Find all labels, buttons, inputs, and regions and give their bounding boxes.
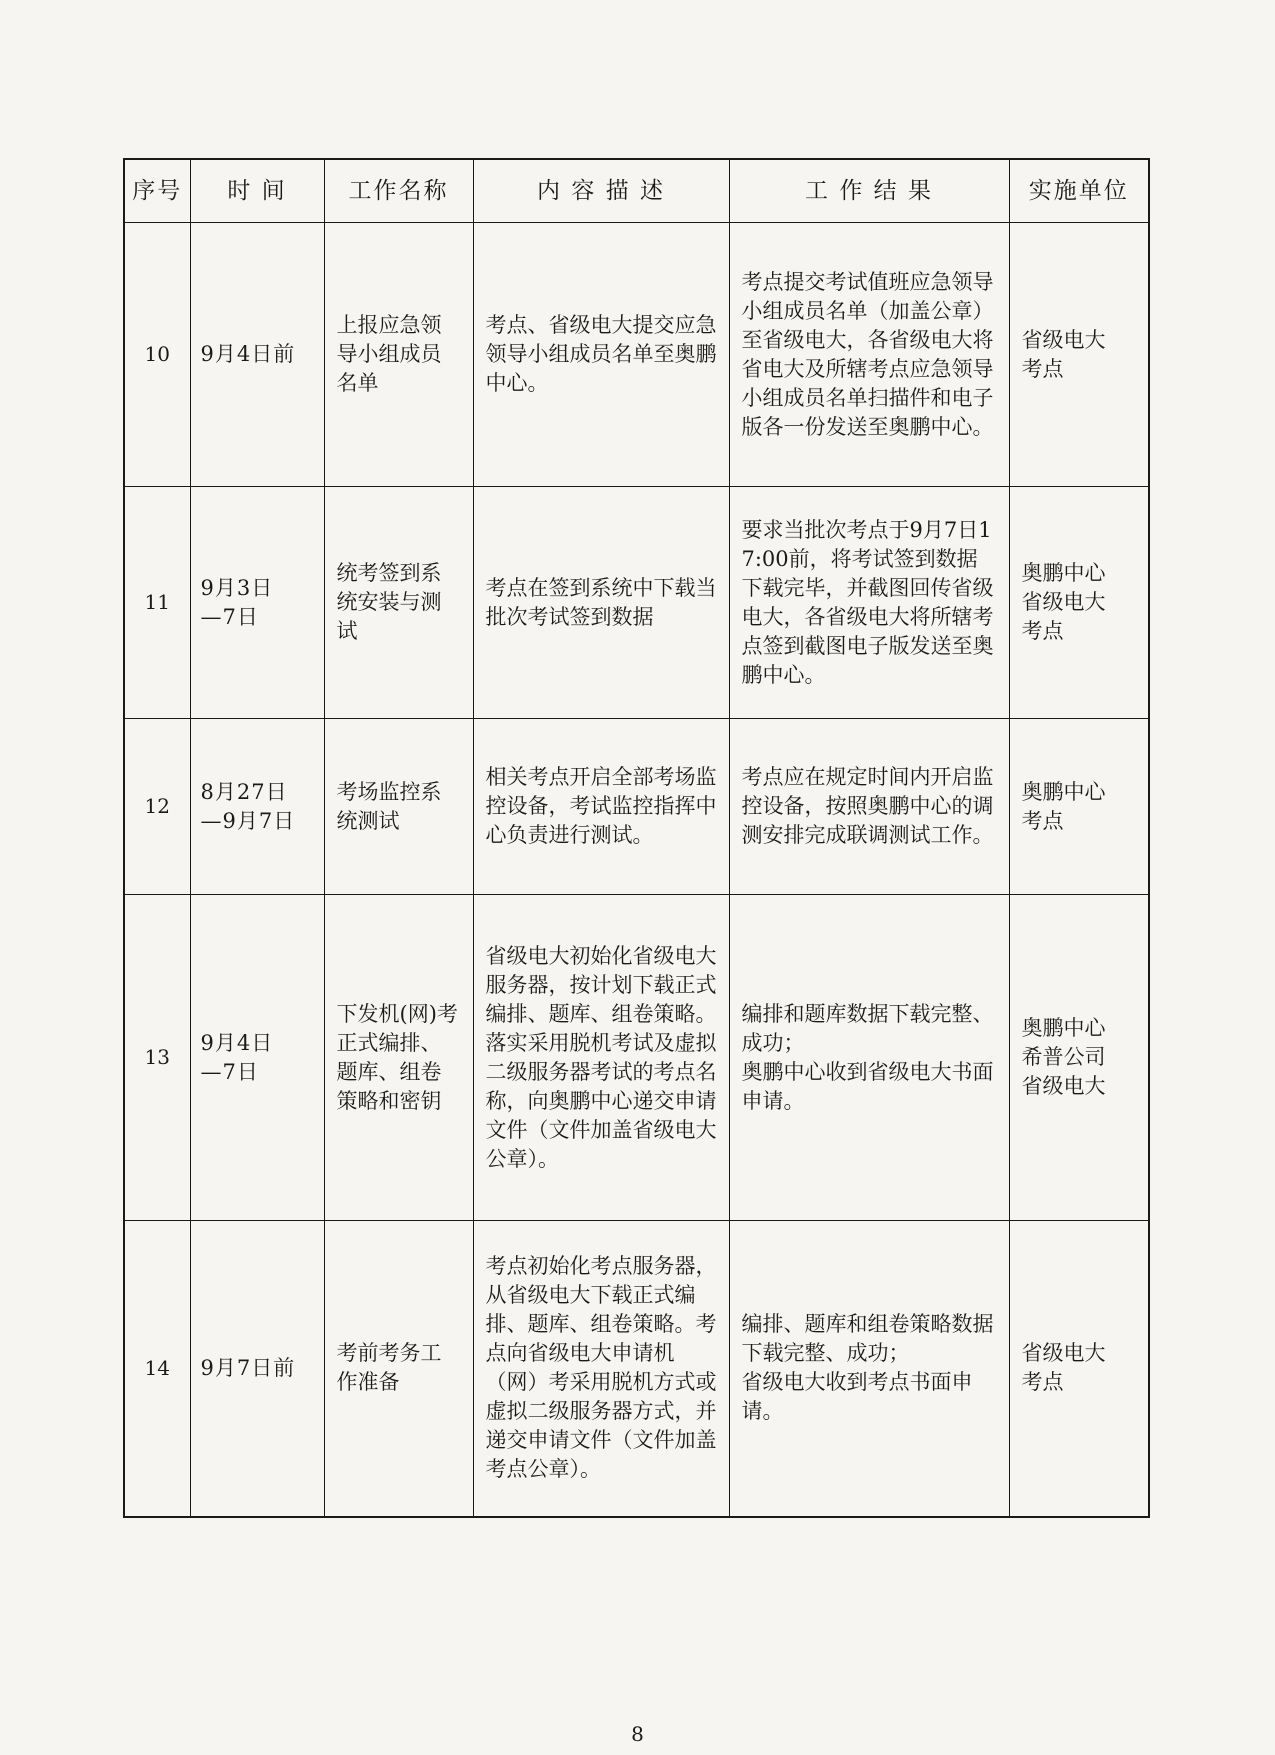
cell-seq: 13 xyxy=(124,895,190,1221)
cell-result xyxy=(729,487,1009,719)
description-text: 省级电大初始化省级电大服务器，按计划下载正式编排、题库、组卷策略。 落实采用脱机考试及虚拟二级服务器考试的考点名称，向奥鹏中心递交申请文件（文件加盖省级电大公章）。 xyxy=(485,943,717,1171)
task-name-text: 下发机(网)考正式编排、题库、组卷策略和密钥 xyxy=(336,1001,458,1113)
cell-task-name xyxy=(324,719,473,895)
description-text: 考点在签到系统中下载当批次考试签到数据 xyxy=(485,575,717,629)
table-row xyxy=(124,1221,1149,1517)
description-text: 考点、省级电大提交应急领导小组成员名单至奥鹏中心。 xyxy=(485,313,717,395)
table-row xyxy=(124,895,1149,1221)
cell-description xyxy=(473,223,729,487)
schedule-table xyxy=(123,158,1150,1518)
task-name-text: 统考签到系统安装与测试 xyxy=(336,561,442,643)
result-text: 要求当批次考点于9月7日17:00前，将考试签到数据下载完毕，并截图回传省级电大，各省级电大将所辖考点签到截图电子版发送至奥鹏中心。 xyxy=(741,517,994,687)
cell-time: 9月7日前 xyxy=(190,1221,324,1517)
header-task-name: 工作名称 xyxy=(324,159,473,223)
cell-task-name xyxy=(324,223,473,487)
unit-text: 奥鹏中心 希普公司 省级电大 xyxy=(1021,1016,1106,1098)
cell-result xyxy=(729,1221,1009,1517)
table-row xyxy=(124,223,1149,487)
description-text: 相关考点开启全部考场监控设备，考试监控指挥中心负责进行测试。 xyxy=(485,765,717,847)
header-time: 时 间 xyxy=(190,159,324,223)
result-text: 编排、题库和组卷策略数据下载完整、成功； 省级电大收到考点书面申请。 xyxy=(741,1312,994,1424)
result-text: 考点应在规定时间内开启监控设备，按照奥鹏中心的调测安排完成联调测试工作。 xyxy=(741,765,994,847)
cell-time: 9月4日 —7日 xyxy=(190,895,324,1221)
cell-unit xyxy=(1009,487,1149,719)
cell-unit xyxy=(1009,1221,1149,1517)
unit-text: 省级电大 考点 xyxy=(1021,327,1106,381)
page-number: 8 xyxy=(631,1722,644,1746)
cell-seq: 11 xyxy=(124,487,190,719)
cell-description xyxy=(473,1221,729,1517)
description-text: 考点初始化考点服务器，从省级电大下载正式编排、题库、组卷策略。考点向省级电大申请机（网）考采用脱机方式或虚拟二级服务器方式，并递交申请文件（文件加盖考点公章）。 xyxy=(485,1254,717,1482)
cell-time: 9月4日前 xyxy=(190,223,324,487)
cell-task-name xyxy=(324,1221,473,1517)
cell-unit xyxy=(1009,895,1149,1221)
header-seq: 序号 xyxy=(124,159,190,223)
cell-seq: 14 xyxy=(124,1221,190,1517)
cell-unit xyxy=(1009,719,1149,895)
cell-time: 9月3日 —7日 xyxy=(190,487,324,719)
table-row xyxy=(124,719,1149,895)
cell-description xyxy=(473,487,729,719)
task-name-text: 考前考务工作准备 xyxy=(336,1341,442,1395)
unit-text: 奥鹏中心 省级电大 考点 xyxy=(1021,561,1106,643)
table-row xyxy=(124,487,1149,719)
unit-text: 奥鹏中心 考点 xyxy=(1021,779,1106,833)
header-description: 内 容 描 述 xyxy=(473,159,729,223)
task-name-text: 考场监控系统测试 xyxy=(336,779,442,833)
cell-result xyxy=(729,719,1009,895)
table-header-row xyxy=(124,159,1149,223)
cell-result xyxy=(729,895,1009,1221)
cell-description xyxy=(473,895,729,1221)
cell-time: 8月27日 —9月7日 xyxy=(190,719,324,895)
cell-seq: 10 xyxy=(124,223,190,487)
result-text: 编排和题库数据下载完整、成功； 奥鹏中心收到省级电大书面申请。 xyxy=(741,1001,994,1113)
cell-result xyxy=(729,223,1009,487)
cell-task-name xyxy=(324,487,473,719)
header-unit: 实施单位 xyxy=(1009,159,1149,223)
unit-text: 省级电大 考点 xyxy=(1021,1341,1106,1395)
cell-task-name xyxy=(324,895,473,1221)
header-result: 工 作 结 果 xyxy=(729,159,1009,223)
cell-seq: 12 xyxy=(124,719,190,895)
task-name-text: 上报应急领导小组成员名单 xyxy=(336,313,442,395)
cell-description xyxy=(473,719,729,895)
cell-unit xyxy=(1009,223,1149,487)
result-text: 考点提交考试值班应急领导小组成员名单（加盖公章）至省级电大，各省级电大将省电大及所辖考点应急领导小组成员名单扫描件和电子版各一份发送至奥鹏中心。 xyxy=(741,269,994,439)
